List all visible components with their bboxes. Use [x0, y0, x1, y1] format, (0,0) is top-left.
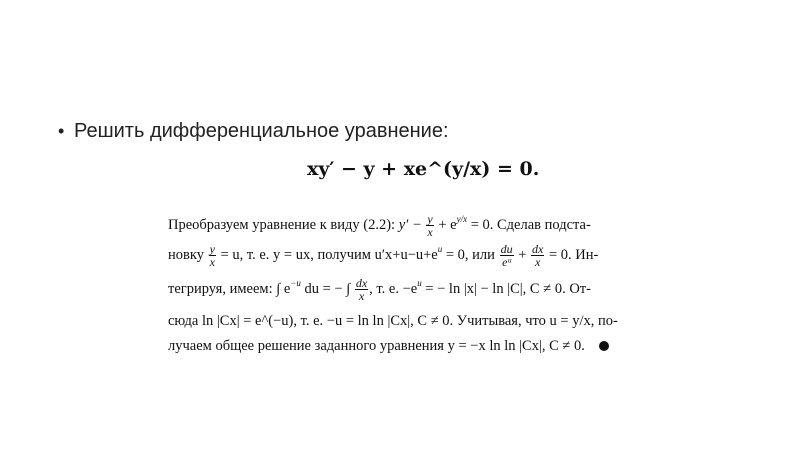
fraction-y-x: $\frac{y}{x}$	[209, 242, 215, 269]
main-equation: xy′ − y + xe^(y/x) = 0.	[307, 158, 540, 180]
solution-line-5: лучаем общее решение заданного уравнения y = −x ln ln |Cx|, C ≠ 0.	[168, 338, 585, 354]
bullet-marker: •	[58, 121, 65, 141]
end-of-solution-mark	[599, 341, 609, 351]
solution-line-4: сюда ln |Cx| = e^(−u), т. е. −u = ln ln |Cx|, C ≠ 0. Учитывая, что u = y/x, по-	[168, 313, 618, 329]
bullet-item	[58, 120, 449, 143]
solution-line-2: новку $\frac{y}{x}$ = u, т. е. y = ux, получим $u'x+u-u+e^u = 0$, или $\frac{du}{\text{eᵘ}}$ + $\frac{dx}{x}$ = 0. Ин-	[168, 242, 599, 269]
solution-line-1: Преобразуем уравнение к виду (2.2): y′ − $\frac{y}{x}$ + $e^{y/x} = 0$. Сделав подста-	[168, 212, 591, 239]
task-text: Решить дифференциальное уравнение:	[74, 120, 449, 142]
fraction-dx-x: $\frac{dx}{x}$	[355, 276, 368, 303]
fraction-du-eu: $\frac{du}{\text{eᵘ}}$	[500, 242, 513, 269]
fraction-dx-x: $\frac{dx}{x}$	[532, 242, 544, 269]
solution-line-3: тегрируя, имеем: ∫ $e^{-u}$ du = − ∫ $\frac{dx}{x}$ , т. е. $-e^u$ = − ln |x| − ln |C|, C ≠ 0. От-	[168, 276, 591, 303]
fraction-y-x: $\frac{y}{x}$	[427, 212, 433, 239]
